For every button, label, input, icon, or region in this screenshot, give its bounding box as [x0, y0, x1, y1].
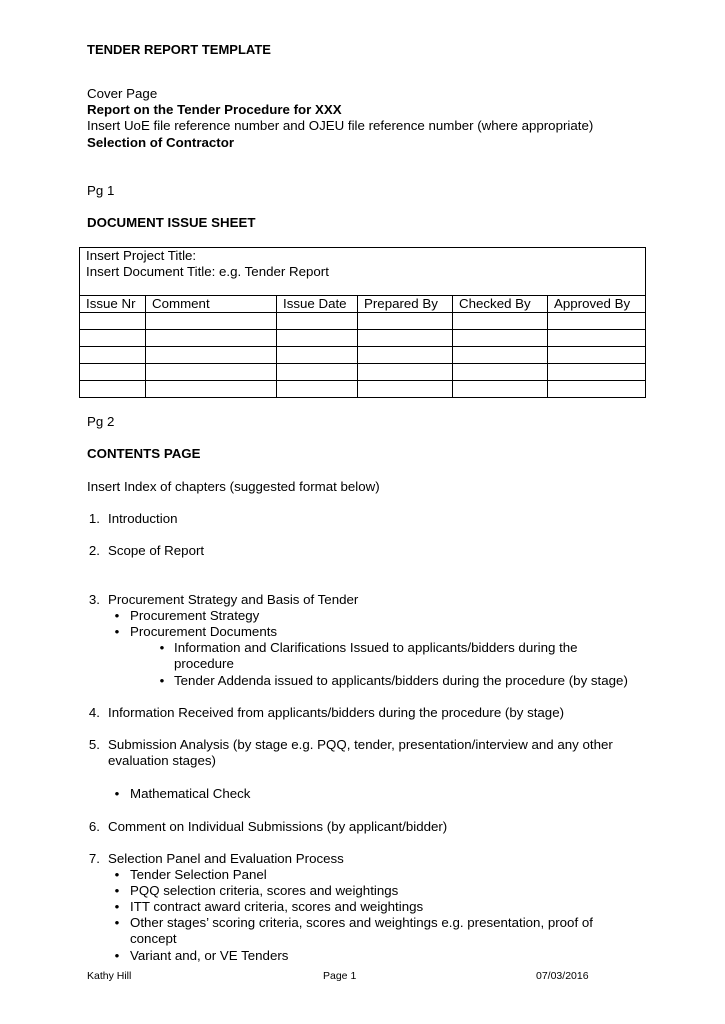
- column-header: Issue Nr: [80, 296, 146, 313]
- column-header: Comment: [146, 296, 277, 313]
- bullet-icon: •: [114, 608, 120, 623]
- sub-sub-item: Tender Addenda issued to applicants/bidders during the procedure (by stage): [174, 673, 628, 688]
- column-header: Checked By: [453, 296, 548, 313]
- reference-note: Insert UoE file reference number and OJEU file reference number (where appropriate): [87, 118, 594, 134]
- list-number: 1.: [88, 511, 100, 526]
- cover-label: Cover Page: [87, 86, 158, 101]
- list-number: 3.: [88, 592, 100, 607]
- footer-date: 07/03/2016: [536, 970, 589, 982]
- list-item: Submission Analysis (by stage e.g. PQQ, tender, presentation/interview and any other: [108, 737, 613, 752]
- project-title-label: Insert Project Title:: [86, 248, 197, 263]
- sub-item: Procurement Documents: [130, 624, 278, 639]
- sub-item: PQQ selection criteria, scores and weightings: [130, 883, 399, 898]
- sub-item-continued: concept: [130, 931, 177, 946]
- list-item: Information Received from applicants/bidders during the procedure (by stage): [108, 705, 565, 720]
- bullet-icon: •: [114, 624, 120, 639]
- table-row: [80, 313, 646, 330]
- contents-intro: Insert Index of chapters (suggested format below): [87, 479, 380, 494]
- table-row: [80, 381, 646, 398]
- bullet-icon: •: [114, 948, 120, 963]
- document-title: TENDER REPORT TEMPLATE: [87, 42, 271, 57]
- page-2-label: Pg 2: [87, 414, 115, 429]
- sub-item: Variant and, or VE Tenders: [130, 948, 289, 963]
- list-item-continued: evaluation stages): [108, 753, 216, 768]
- list-item: Introduction: [108, 511, 178, 526]
- bullet-icon: •: [114, 915, 120, 930]
- document-title-label: Insert Document Title: e.g. Tender Report: [86, 264, 329, 280]
- sub-item: Procurement Strategy: [130, 608, 260, 623]
- table-row: [80, 347, 646, 364]
- bullet-icon: •: [114, 883, 120, 898]
- list-number: 7.: [88, 851, 100, 866]
- column-header: Approved By: [548, 296, 646, 313]
- list-number: 6.: [88, 819, 100, 834]
- sub-sub-item-continued: procedure: [174, 656, 234, 671]
- list-number: 4.: [88, 705, 100, 720]
- sub-item: Other stages’ scoring criteria, scores and weightings e.g. presentation, proof of: [130, 915, 593, 930]
- bullet-icon: •: [159, 673, 165, 688]
- sub-sub-item: Information and Clarifications Issued to applicants/bidders during the: [174, 640, 578, 655]
- table-row: [80, 330, 646, 347]
- sub-item: Mathematical Check: [130, 786, 251, 801]
- list-item: Selection Panel and Evaluation Process: [108, 851, 344, 866]
- list-item: Scope of Report: [108, 543, 205, 558]
- column-header: Issue Date: [277, 296, 358, 313]
- selection-heading: Selection of Contractor: [87, 134, 235, 150]
- bullet-icon: •: [159, 640, 165, 655]
- issue-sheet-table: [79, 247, 646, 398]
- bullet-icon: •: [114, 867, 120, 882]
- table-row: [80, 364, 646, 381]
- footer-page-number: Page 1: [323, 970, 357, 982]
- sub-item: Tender Selection Panel: [130, 867, 267, 882]
- report-title: Report on the Tender Procedure for XXX: [87, 102, 342, 118]
- contents-heading: CONTENTS PAGE: [87, 446, 201, 461]
- bullet-icon: •: [114, 899, 120, 914]
- list-number: 5.: [88, 737, 100, 752]
- list-item: Procurement Strategy and Basis of Tender: [108, 592, 359, 607]
- footer-author: Kathy Hill: [87, 970, 132, 982]
- project-info-cell: [80, 248, 646, 296]
- issue-sheet-heading: DOCUMENT ISSUE SHEET: [87, 215, 256, 230]
- sub-item: ITT contract award criteria, scores and weightings: [130, 899, 424, 914]
- column-header: Prepared By: [358, 296, 453, 313]
- list-item: Comment on Individual Submissions (by applicant/bidder): [108, 819, 448, 834]
- cover-section: [87, 86, 593, 151]
- bullet-icon: •: [114, 786, 120, 801]
- page-1-label: Pg 1: [87, 183, 115, 198]
- list-number: 2.: [88, 543, 100, 558]
